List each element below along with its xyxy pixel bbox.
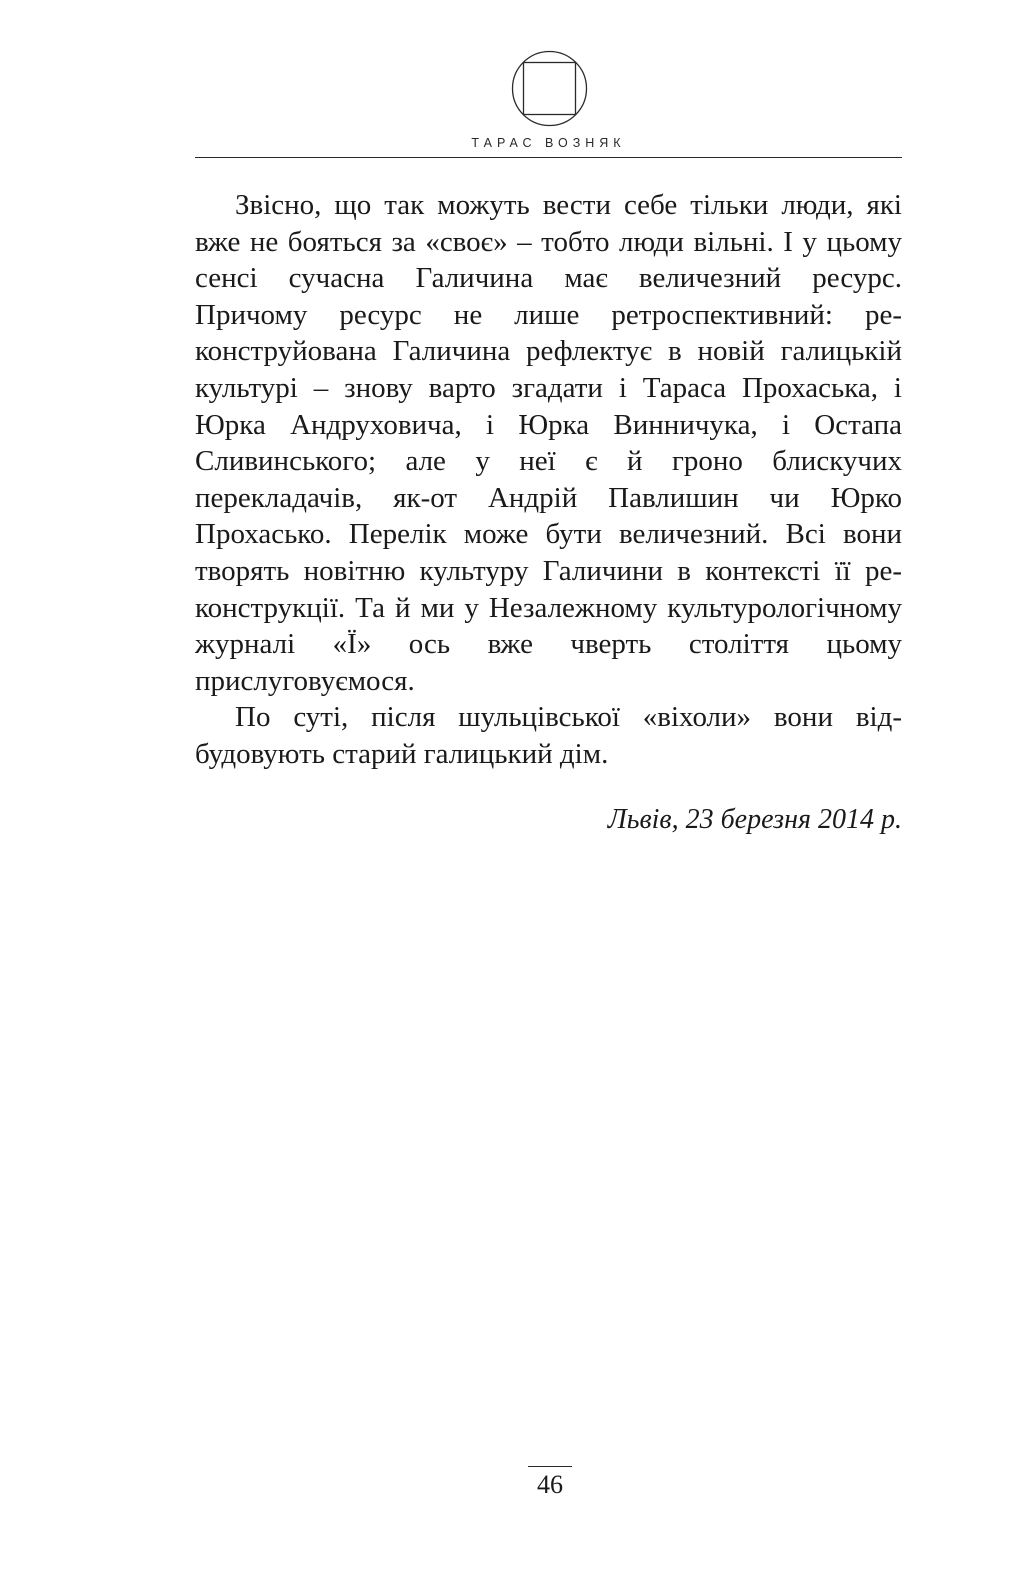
paragraph: По суті, після шульцівської «віхоли» вони від-будовують старий галицький дім. (195, 701, 902, 770)
running-head: ТАРАС ВОЗНЯК (471, 136, 626, 150)
circle-square-emblem-icon (511, 50, 588, 127)
main-text (195, 187, 902, 773)
header-divider (195, 157, 902, 158)
paragraph: Звісно, що так можуть вести себе тільки люди, які вже не бояться за «своє» – тобто люди вільні. І у цьому сенсі сучасна Галичина має величезний ресурс. Причому ресурс не лише ретроспективний: ре-конструйована Галичина рефлектує в новій галицькій культурі – знову варто згадати і Тараса Прохаська, і Юрка Андруховича, і Юрка Винничука, і Остапа Сливинського; але у неї є й гроно блискучих перекладачів, як-от Андрій Павлишин чи Юрко Прохасько. Перелік може бути величезний. Всі вони творять новітню культуру Галичини в контексті її ре-конструкції. Та й ми у Незалежному культурологічному журналі «Ї» ось вже чверть століття цьому прислуговуємося. (195, 189, 902, 697)
dateline: Львів, 23 березня 2014 р. (607, 804, 902, 835)
page-number: 46 (537, 1470, 563, 1499)
